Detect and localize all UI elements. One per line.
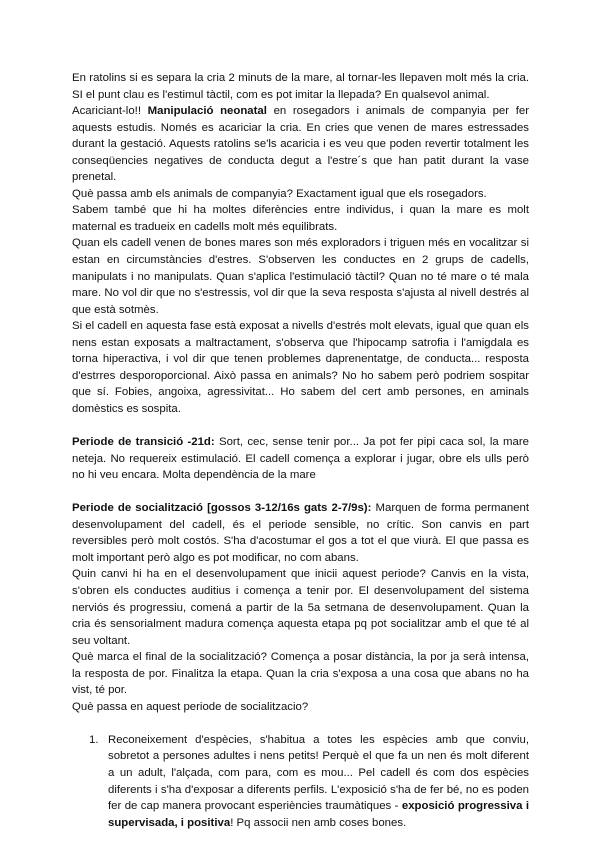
text: Marquen de forma permanent desenvolupament del cadell, és el periode sensible, no crític. Son canvis en part reversibles però molt costós. S'ha d'acostumar el gos a tot el que viurà. El que passa es molt important però algo es pot modificar, no com abans. [72,502,530,564]
spacer [72,715,529,732]
text: Sabem també que hi ha moltes diferències entre individus, i quan la mare es molt maternal es tradueix en cadells molt més equilibrats. [72,204,529,233]
text: Reconeixement d'espècies, s'habitua a totes les espècies amb que conviu, sobretot a persones adultes i nens petits! Perquè el que fa un nen és molt diferent a un adult, l'alçada, com para, com es mou... Pel cadell és com dos espècies diferents i s'ha d'exposar a diferents perfils. L'exposició s'ha de fer bé, no es poden fer de cap manera provocant esperiències traumàtiques - [108,733,529,813]
text: En ratolins si es separa la cria 2 minuts de la mare, al tornar-les llepaven molt més la cria. SI el punt clau es l'estimul tàctil, com es pot imitar la llepada? En qualsevol animal. [72,72,529,101]
paragraph-question [72,699,529,716]
text: ! Pq associi nen amb coses bones. [230,816,407,829]
paragraph-final [72,649,529,699]
text: Si el cadell en aquesta fase està exposat a nivells d'estrés molt elevats, igual que quan els nens estan exposats a maltractament, s'observa que l'hipocamp satrofia i l'amigdala es torna hiperactiva, i vol dir que tenen problemes daprenentatge, de conducta... resposta d'estrres desporoporcional. Això passa en animals? No ho sabem però podriem sospitar que sí. Fobies, angoixa, agressivitat... Ho sabem del cert amb persones, en aminals domèstics es sospita. [72,320,529,415]
numbered-list [72,732,529,831]
paragraph-ratolins [72,70,529,103]
text: Quan els cadell venen de bones mares son més exploradors i triguen més en vocalitzar si estan en circumstàncies d'estres. S'observen les conductes en 2 grups de cadells, manipulats i no manipulats. Quan s'aplica l'estimulació tàctil? Quan no té mare o té mala mare. No vol dir que no s'estressis, vol dir que la seva resposta s'ajusta al nivell destrés al que està sotmès. [72,237,529,316]
paragraph-transicio [72,434,529,484]
text: Acariciant-lo!! [72,105,148,118]
text: Sort, cec, sense tenir por... Ja pot fer pipi caca sol, la mare neteja. No requereix estimulació. El cadell comença a explorar i jugar, obre els ulls però no hi veu encara. Molta dependència de la mare [72,436,529,482]
bold-term: Manipulació neonatal [147,105,267,118]
paragraph-quin-canvi [72,566,529,649]
list-item [72,732,529,831]
text: Què marca el final de la socialització? Comença a posar distància, la por ja serà intensa, la resposta de por. Finalitza la etapa. Quan la cria s'exposa a una cosa que abans no ha vist, té por. [72,651,529,697]
paragraph-companyia [72,186,529,203]
paragraph-socialitzacio [72,500,529,566]
spacer [72,484,529,501]
paragraph-bones-mares [72,235,529,318]
document-page [72,70,529,831]
section-heading: Periode de transició -21d: [72,436,215,449]
text: en rosegadors i animals de companyia per fer aquests estudis. Només es acariciar la cria. En cries que venen de mares estressades durant la gestació. Aquests ratolins se'ls acaricia i es veu que poden revertir totalment les conseqüencies negatives de conducta degut a l'estre´s que han patit durant la vase prenetal. [72,105,529,184]
spacer [72,417,529,434]
text: Quin canvi hi ha en el desenvolupament que inicii aquest periode? Canvis en la vista, s'obren els conductes auditius i comença a tenir por. El desenvolupament del sistema nerviós és progressiu, comená a partir de la 5a setmana de desenvolupament. Quan la cria és sensorialment madura comença aquesta etapa pq pot socialitzar amb el que té al seu voltant. [72,568,529,647]
paragraph-estres [72,318,529,417]
paragraph-diferencies [72,202,529,235]
paragraph-manipulacio [72,103,529,186]
list-number: 1. [89,733,99,746]
text: Què passa amb els animals de companyia? Exactament igual que els rosegadors. [72,187,487,200]
text: Què passa en aquest periode de socialitzacio? [72,700,309,713]
bold-term: exposició progressiva i supervisada, i positiva [108,800,529,829]
section-heading: Periode de socialització [gossos 3-12/16s gats 2-7/9s): [72,502,372,515]
